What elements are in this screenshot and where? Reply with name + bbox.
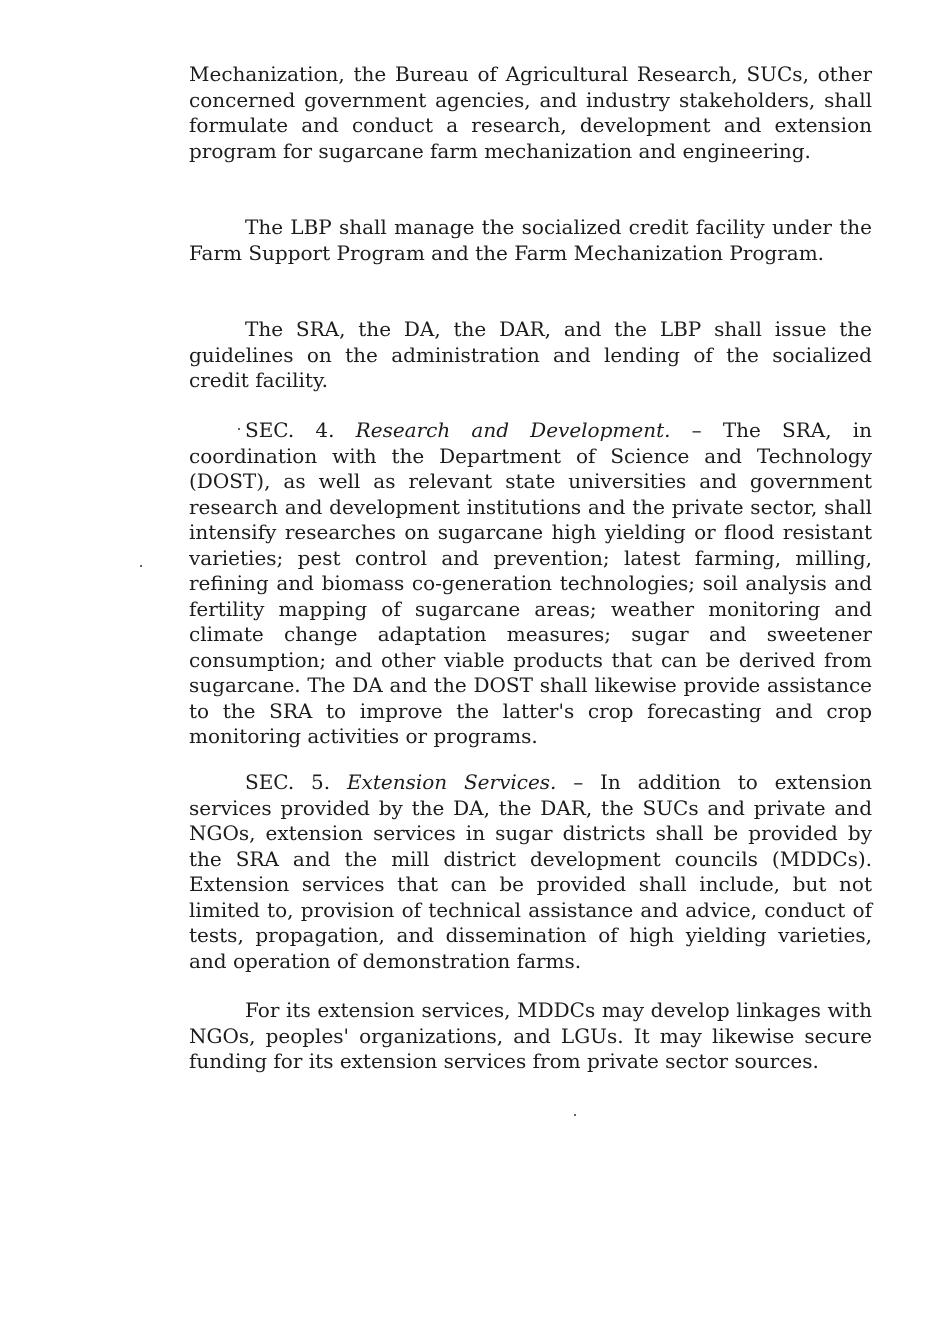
paragraph-lbp-credit-facility [189, 215, 872, 266]
section-5-paragraph [189, 770, 872, 974]
section-4-body: – The SRA, in coordination with the Department of Science and Technology (DOST), as well as relevant state universities and government research and development institutions and the private sector, shall intensify researches on sugarcane high yielding or flood resistant varieties; pest control and prevention; latest farming, milling, refining and biomass co-generation technologies; soil analysis and fertility mapping of sugarcane areas; weather monitoring and climate change adaptation measures; sugar and sweetener consumption; and other viable products that can be derived from sugarcane. The DA and the DOST shall likewise provide assistance to the SRA to improve the latter's crop forecasting and crop monitoring activities or programs. [189, 418, 873, 748]
section-4-title: Research and Development. [355, 418, 671, 442]
paragraph-text: For its extension services, MDDCs may develop linkages with NGOs, peoples' organizations, and LGUs. It may likewise secure funding for its extension services from private sector sources. [189, 998, 872, 1073]
section-5-title: Extension Services. [346, 770, 557, 794]
paragraph-text: The SRA, the DA, the DAR, and the LBP shall issue the guidelines on the administration and lending of the socialized credit facility. [189, 317, 872, 392]
paragraph-text: The LBP shall manage the socialized credit facility under the Farm Support Program and the Farm Mechanization Program. [189, 215, 872, 265]
section-4-number: SEC. 4. [245, 418, 335, 442]
section-5-body: – In addition to extension services provided by the DA, the DAR, the SUCs and private and NGOs, extension services in sugar districts shall be provided by the SRA and the mill district development councils (MDDCs). Extension services that can be provided shall include, but not limited to, provision of technical assistance and advice, conduct of tests, propagation, and dissemination of high yielding varieties, and operation of demonstration farms. [189, 770, 873, 973]
scan-speck [140, 565, 142, 567]
paragraph-text: Mechanization, the Bureau of Agricultural Research, SUCs, other concerned government agencies, and industry stakeholders, shall formulate and conduct a research, development and extension program for sugarcane farm mechanization and engineering. [189, 62, 872, 163]
section-5-number: SEC. 5. [245, 770, 331, 794]
scan-speck [574, 1114, 576, 1116]
section-4-research-development [189, 418, 872, 750]
section-5-extension-services [189, 770, 872, 974]
scan-speck [238, 428, 240, 430]
paragraph-guidelines [189, 317, 872, 394]
paragraph-mddc-linkages [189, 998, 872, 1075]
paragraph-mechanization-program [189, 62, 872, 164]
section-4-paragraph [189, 418, 872, 750]
